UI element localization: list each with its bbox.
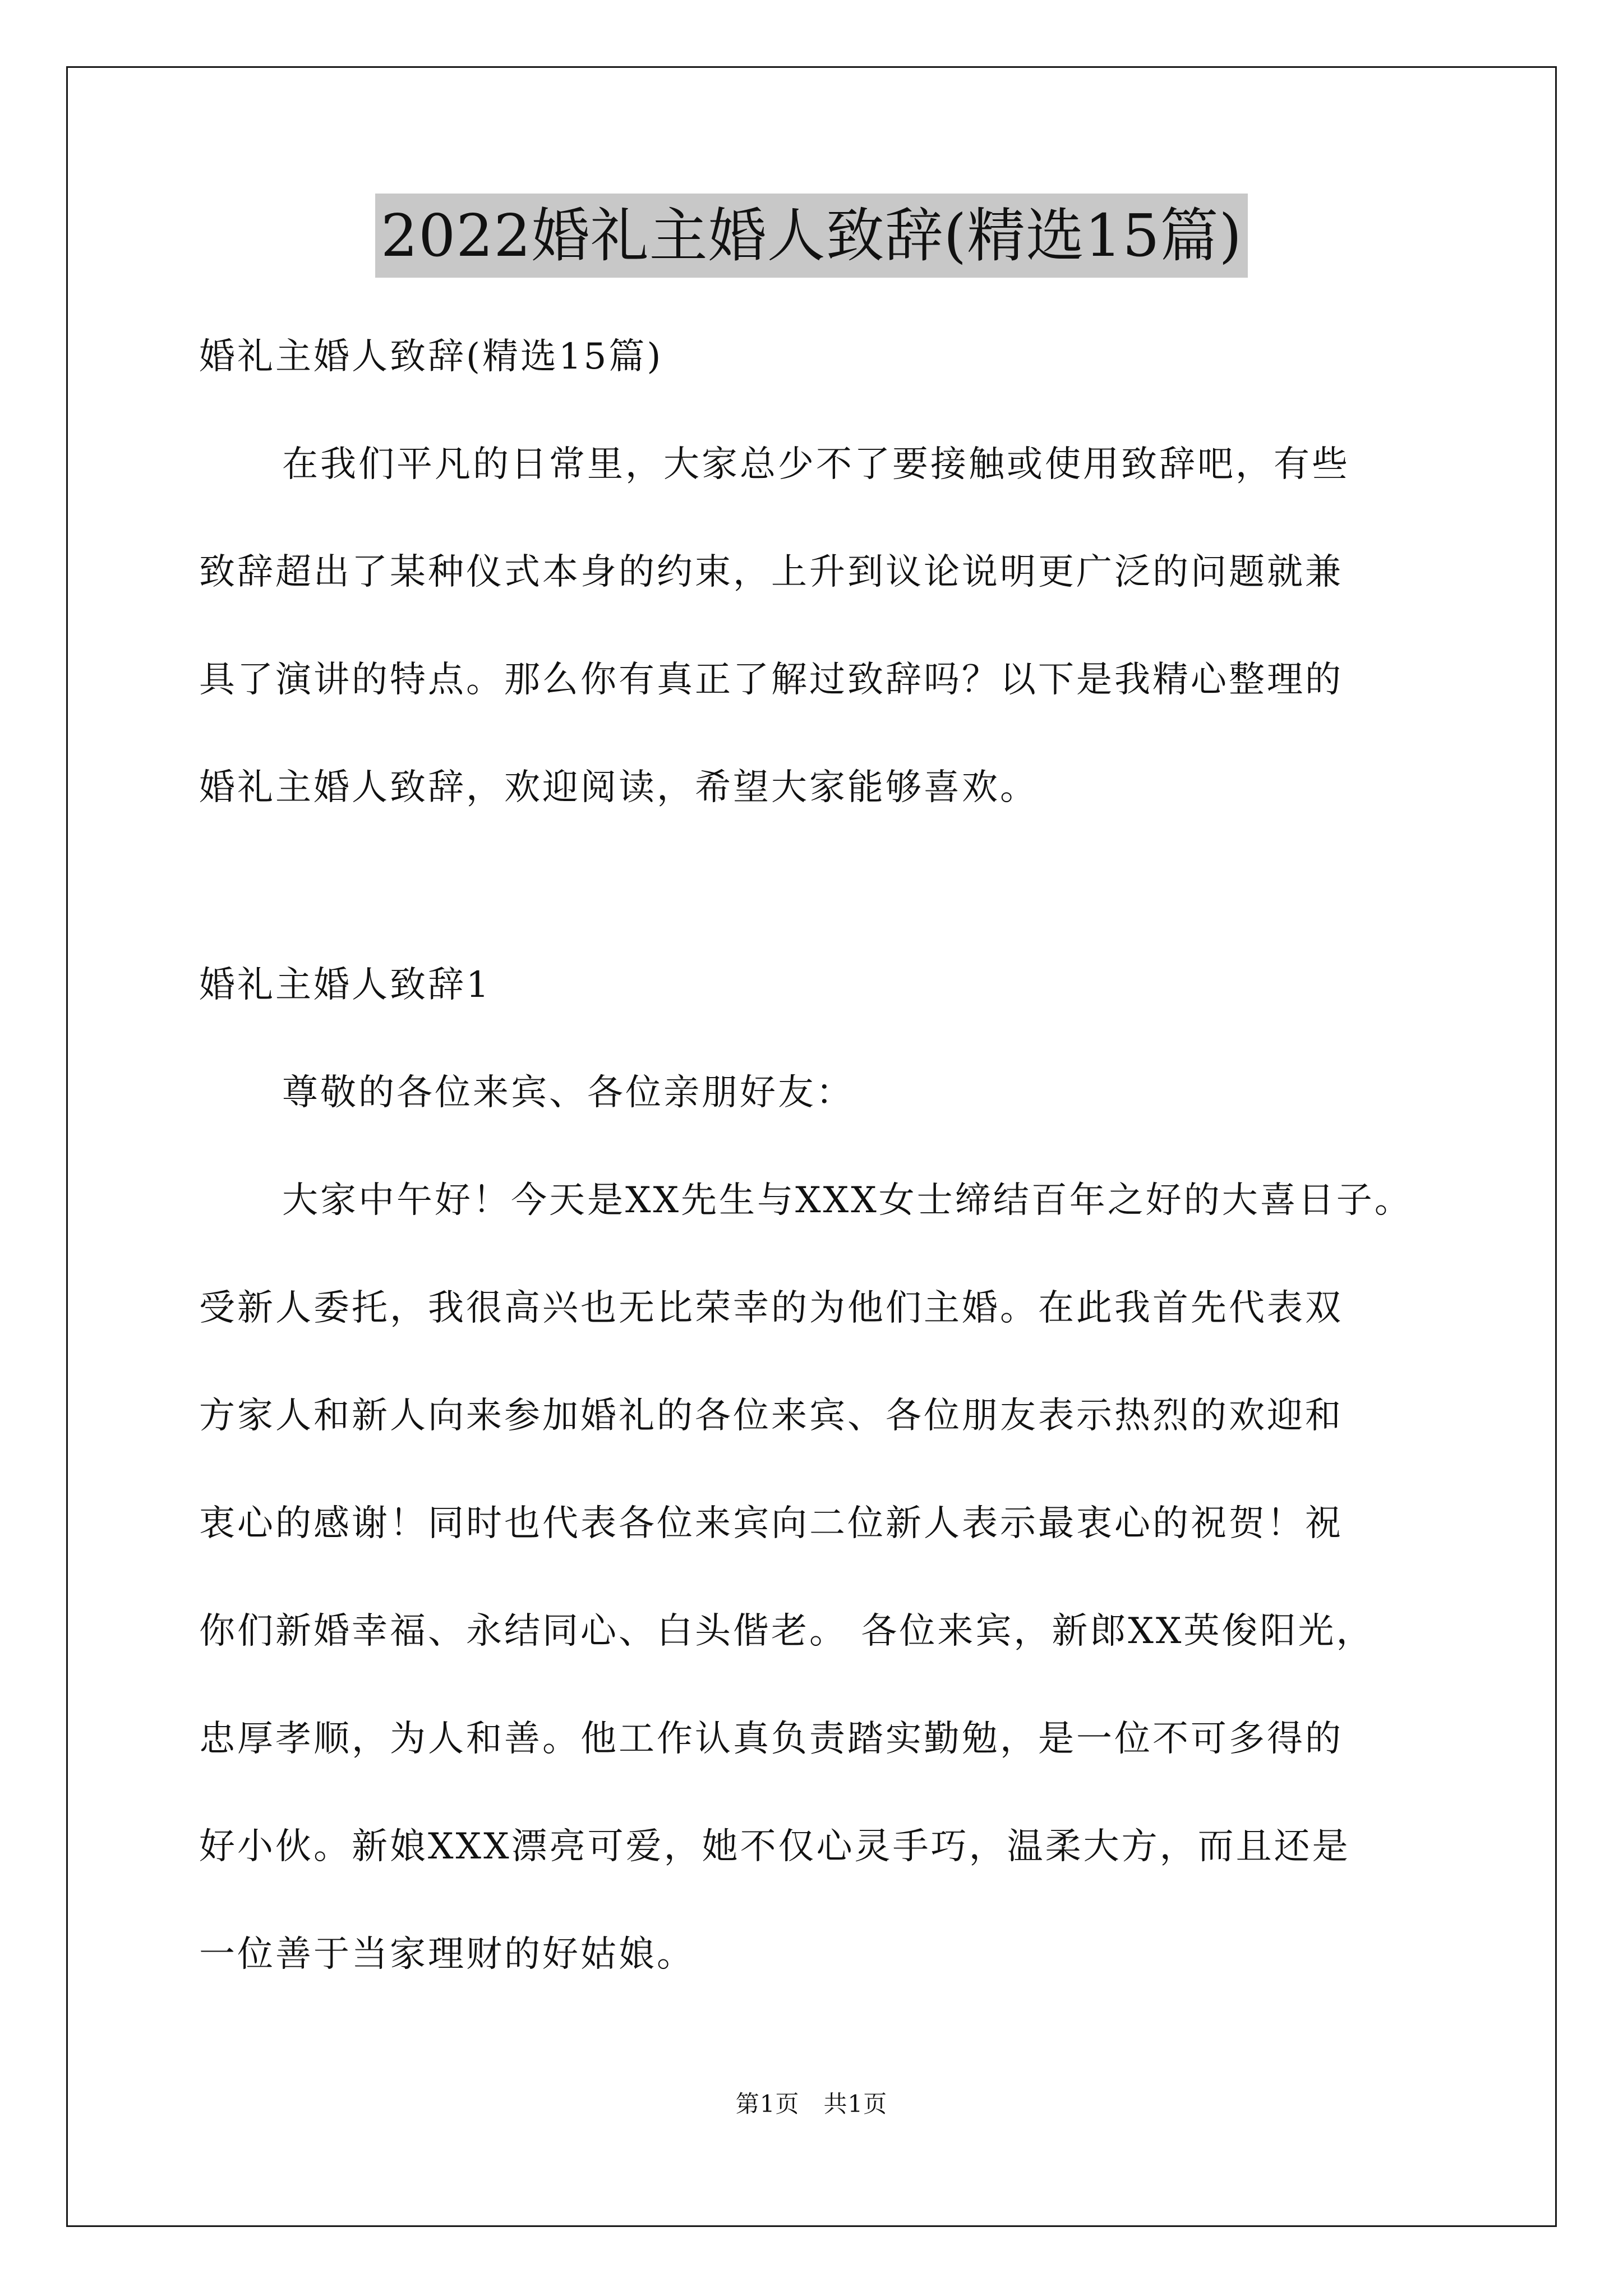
document-title: 2022婚礼主婚人致辞(精选15篇) xyxy=(375,194,1248,278)
body-line-3: 方家人和新人向来参加婚礼的各位来宾、各位朋友表示热烈的欢迎和 xyxy=(199,1395,1343,1437)
body-line-4: 衷心的感谢！同时也代表各位来宾向二位新人表示最衷心的祝贺！祝 xyxy=(199,1503,1343,1544)
intro-line-2: 致辞超出了某种仪式本身的约束，上升到议论说明更广泛的问题就兼 xyxy=(199,551,1343,593)
intro-line-1: 在我们平凡的日常里，大家总少不了要接触或使用致辞吧，有些 xyxy=(282,444,1350,485)
page-number-footer: 第1页 共1页 xyxy=(735,2090,888,2118)
intro-line-3: 具了演讲的特点。那么你有真正了解过致辞吗？以下是我精心整理的 xyxy=(199,659,1343,701)
body-line-5: 你们新婚幸福、永结同心、白头偕老。 各位来宾，新郎XX英俊阳光， xyxy=(199,1611,1375,1652)
body-line-8: 一位善于当家理财的好姑娘。 xyxy=(199,1934,695,1975)
body-line-1: 大家中午好！今天是XX先生与XXX女士缔结百年之好的大喜日子。 xyxy=(282,1180,1413,1221)
section-heading: 婚礼主婚人致辞1 xyxy=(199,964,491,1006)
document-subtitle: 婚礼主婚人致辞(精选15篇) xyxy=(199,336,663,378)
section-gap xyxy=(199,841,1444,931)
title-area xyxy=(0,194,1623,278)
intro-line-4: 婚礼主婚人致辞，欢迎阅读，希望大家能够喜欢。 xyxy=(199,767,1038,808)
body-line-6: 忠厚孝顺，为人和善。他工作认真负责踏实勤勉，是一位不可多得的 xyxy=(199,1718,1343,1760)
document-body xyxy=(199,303,1444,2008)
body-line-7: 好小伙。新娘XXX漂亮可爱，她不仅心灵手巧，温柔大方，而且还是 xyxy=(199,1826,1350,1867)
salutation: 尊敬的各位来宾、各位亲朋好友： xyxy=(282,1072,854,1114)
body-line-2: 受新人委托，我很高兴也无比荣幸的为他们主婚。在此我首先代表双 xyxy=(199,1287,1343,1329)
